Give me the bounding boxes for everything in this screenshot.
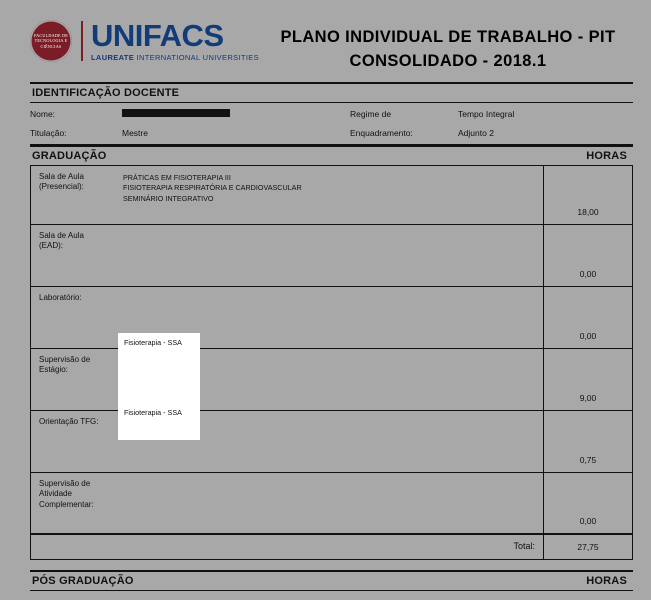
field-enquadramento — [350, 128, 514, 138]
seal-text: FACULDADE DE TECNOLOGIA E CIÊNCIAS — [33, 33, 69, 49]
table-row — [31, 337, 632, 411]
row-label-line-3: Complementar: — [39, 499, 94, 509]
row-label-line-1: Sala de Aula — [39, 171, 84, 181]
section-header-pos-graduacao-label: PÓS GRADUAÇÃO — [32, 574, 134, 587]
graduacao-table — [30, 166, 633, 560]
section-header-identification-label: IDENTIFICAÇÃO DOCENTE — [32, 86, 180, 99]
table-row — [31, 225, 632, 287]
row-label-line-2: (EAD): — [39, 241, 63, 251]
row-label-line-1: Orientação TFG: — [39, 416, 99, 426]
wordmark-block — [91, 20, 259, 62]
row-atividade-complementar-hours: 0,00 — [543, 473, 632, 533]
section-header-pos-graduacao-hours: HORAS — [586, 574, 627, 587]
table-row — [31, 166, 632, 225]
document-header — [0, 0, 651, 82]
table-row — [31, 473, 632, 534]
section-header-identification — [30, 82, 633, 103]
row-label-line-1: Supervisão de — [39, 478, 91, 488]
identification-fields — [30, 103, 633, 145]
tfg-input-field[interactable] — [118, 403, 200, 440]
field-nome-value-redacted — [122, 109, 230, 117]
list-item: SEMINÁRIO INTEGRATIVO — [123, 193, 214, 203]
row-sala-ead-label-cell — [31, 225, 543, 286]
total-label: Total: — [513, 540, 535, 551]
tfg-input-value: Fisioterapia - SSA — [124, 407, 182, 417]
field-nome — [30, 109, 350, 119]
row-sala-ead-hours: 0,00 — [543, 225, 632, 286]
field-nome-label: Nome: — [30, 108, 56, 119]
row-label-line-1: Supervisão de — [39, 354, 91, 364]
row-label-line-2: Atividade — [39, 489, 72, 499]
graduacao-total-row — [31, 534, 632, 559]
row-atividade-complementar-label — [39, 479, 123, 510]
total-value: 27,75 — [543, 535, 632, 559]
section-header-graduacao-label: GRADUAÇÃO — [32, 149, 107, 162]
field-regime — [350, 109, 514, 119]
row-supervisao-estagio-label — [39, 355, 123, 376]
row-laboratorio-label-cell — [31, 287, 543, 348]
section-header-graduacao-hours: HORAS — [586, 149, 627, 162]
row-orientacao-tfg-label — [39, 417, 123, 427]
brand-subwordmark-bold: LAUREATE — [91, 53, 135, 63]
estagio-input-field[interactable] — [118, 333, 200, 405]
list-item: PRÁTICAS EM FISIOTERAPIA III — [123, 172, 231, 182]
row-orientacao-tfg-label-cell — [31, 407, 543, 472]
row-sala-presencial-label-cell — [31, 166, 543, 224]
brand-wordmark: UNIFACS — [91, 18, 224, 54]
field-regime-value: Tempo Integral — [458, 108, 515, 119]
row-label-line-2: Estágio: — [39, 365, 68, 375]
table-row — [31, 407, 632, 473]
row-sala-ead-label — [39, 231, 123, 252]
row-orientacao-tfg-hours: 0,75 — [543, 411, 632, 472]
section-header-pos-graduacao — [30, 570, 633, 591]
estagio-input-value: Fisioterapia - SSA — [124, 337, 182, 347]
row-label-line-2: (Presencial): — [39, 182, 84, 192]
document-title-line-2: CONSOLIDADO - 2018.1 — [349, 51, 547, 70]
row-sala-presencial-items — [123, 172, 539, 204]
brand-subwordmark-rest: INTERNATIONAL UNIVERSITIES — [136, 53, 259, 63]
row-laboratorio-label — [39, 293, 123, 303]
field-titulacao — [30, 128, 350, 138]
brand-logo — [30, 14, 259, 62]
identification-left-column — [30, 109, 350, 138]
row-label-line-1: Sala de Aula — [39, 230, 84, 240]
field-enquadramento-value: Adjunto 2 — [458, 127, 494, 138]
university-seal-icon — [30, 20, 72, 62]
row-label-line-1: Laboratório: — [39, 292, 82, 302]
list-item: FISIOTERAPIA RESPIRATÓRIA E CARDIOVASCULAR — [123, 183, 302, 193]
field-titulacao-label: Titulação: — [30, 127, 67, 138]
row-supervisao-estagio-hours: 9,00 — [543, 349, 632, 410]
title-block — [259, 14, 633, 74]
row-sala-presencial-label — [39, 172, 123, 193]
brand-subwordmark — [91, 54, 259, 62]
document-title-line-1: PLANO INDIVIDUAL DE TRABALHO - PIT — [280, 28, 616, 46]
row-sala-presencial-hours: 18,00 — [543, 166, 632, 224]
logo-divider — [81, 21, 83, 61]
row-laboratorio-hours: 0,00 — [543, 287, 632, 348]
identification-right-column — [350, 109, 514, 138]
field-enquadramento-label: Enquadramento: — [350, 127, 413, 138]
row-atividade-complementar-label-cell — [31, 473, 543, 533]
row-supervisao-estagio-label-cell — [31, 337, 543, 410]
section-header-graduacao — [30, 145, 633, 166]
field-regime-label: Regime de — [350, 108, 392, 119]
field-titulacao-value: Mestre — [122, 127, 148, 138]
